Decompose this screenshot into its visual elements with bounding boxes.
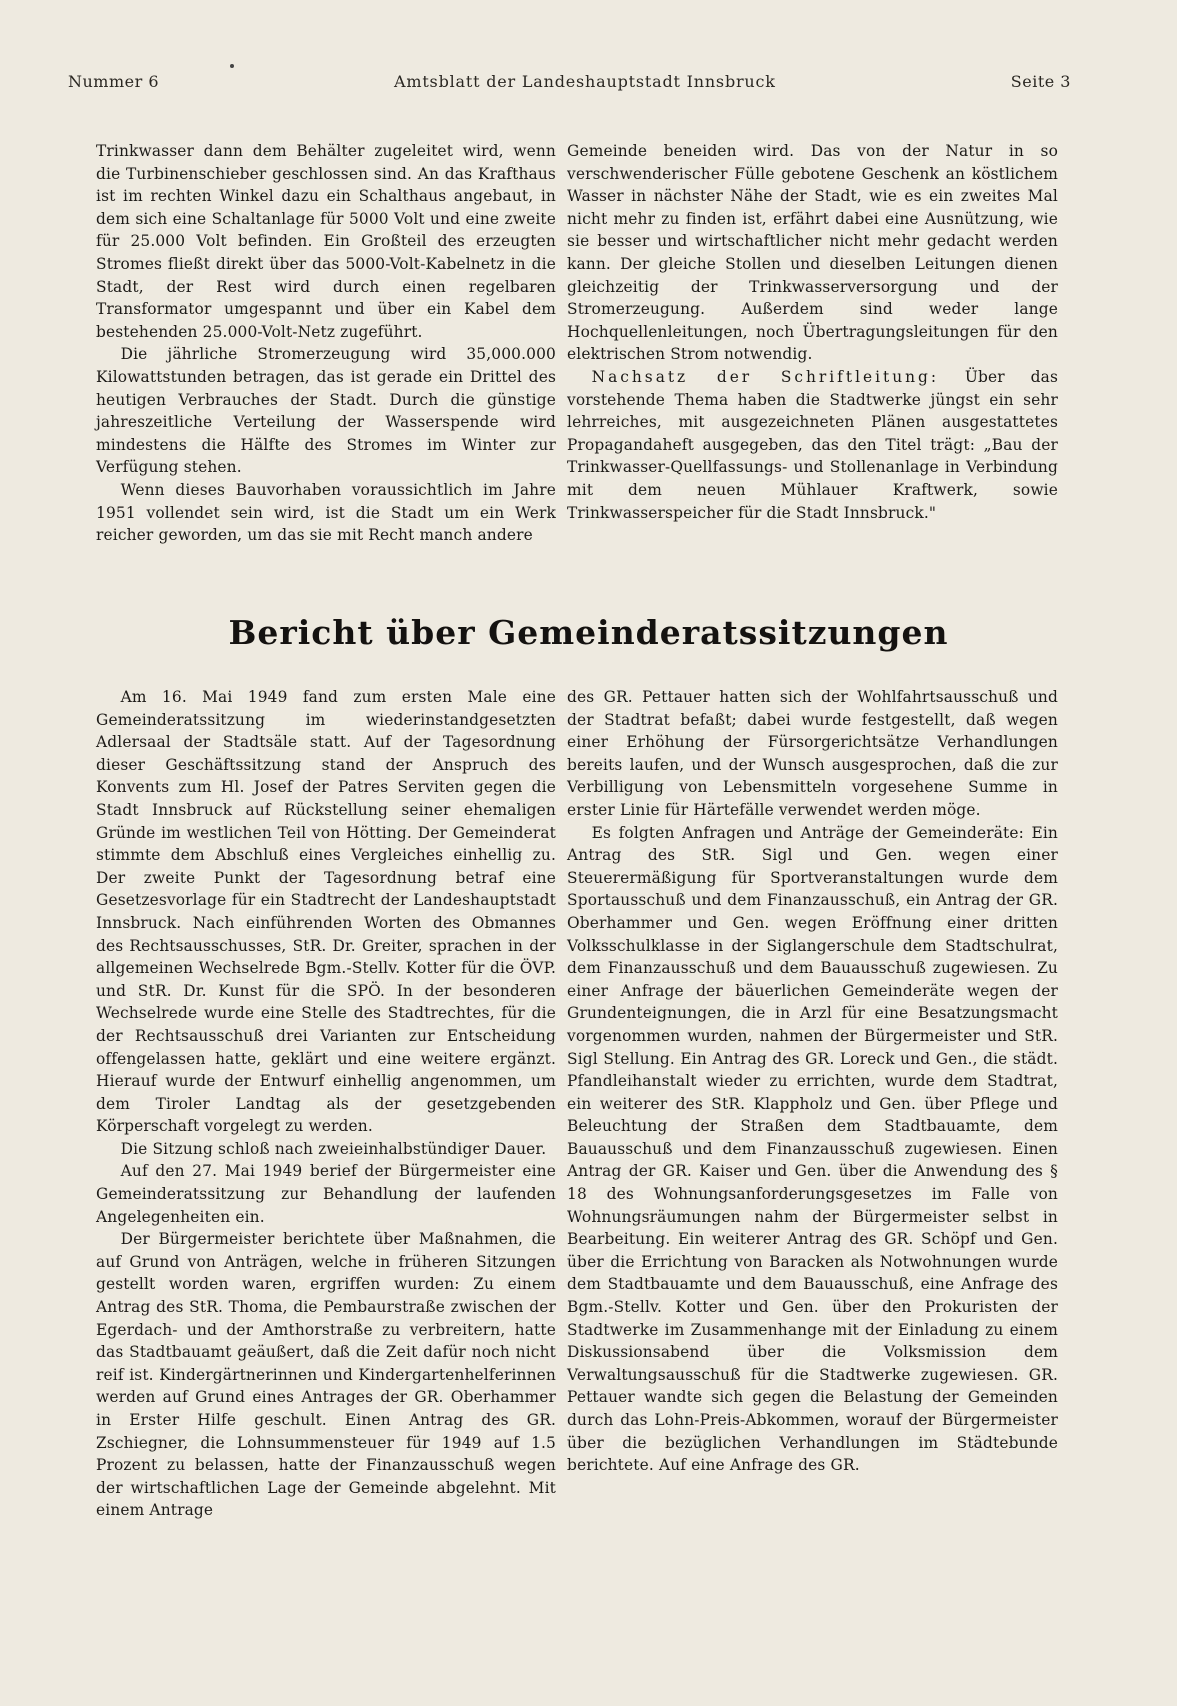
report-column-2 [567,686,1058,1477]
paragraph: des GR. Pettauer hatten sich der Wohlfahrtsausschuß und der Stadtrat befaßt; dabei wurde festgestellt, daß wegen einer Erhöhung der Fürsorgerichtsätze Verhandlungen bereits laufen, und der Wunsch ausgesprochen, daß die zur Verbilligung von Lebensmitteln vorgesehene Summe in erster Linie für Härtefälle verwendet werden möge. [567,688,1058,819]
paragraph: Am 16. Mai 1949 fand zum ersten Male eine Gemeinderatssitzung im wiederinstandgesetzten Adlersaal der Stadtsäle statt. Auf der Tagesordnung dieser Geschäftssitzung stand der Anspruch des Konvents zum Hl. Josef der Patres Serviten gegen die Stadt Innsbruck auf Rückstellung seiner ehemaligen Gründe im westlichen Teil von Hötting. Der Gemeinderat stimmte dem Abschluß eines Vergleiches einhellig zu. Der zweite Punkt der Tagesordnung betraf eine Gesetzesvorlage für ein Stadtrecht der Landeshauptstadt Innsbruck. Nach einführenden Worten des Obmannes des Rechtsausschusses, StR. Dr. Greiter, sprachen in der allgemeinen Wechselrede Bgm.-Stellv. Kotter für die ÖVP. und StR. Dr. Kunst für die SPÖ. In der besonderen Wechselrede wurde eine Stelle des Stadtrechtes, für die der Rechtsausschuß drei Varianten zur Entscheidung offengelassen hatte, geklärt und eine weitere ergänzt. Hierauf wurde der Entwurf einhellig angenommen, um dem Tiroler Landtag als der gesetzgebenden Körperschaft vorgelegt zu werden. [96,688,556,1136]
paragraph: Die jährliche Stromerzeugung wird 35,000.000 Kilowattstunden betragen, das ist gerade ein Drittel des heutigen Verbrauches der Stadt. Durch die günstige jahreszeitliche Verteilung der Wasserspende wird mindestens die Hälfte des Stromes im Winter zur Verfügung stehen. [96,345,556,477]
publication-title: Amtsblatt der Landeshauptstadt Innsbruck [394,72,776,91]
paragraph: Trinkwasser dann dem Behälter zugeleitet wird, wenn die Turbinenschieber geschlossen sind. An das Krafthaus ist im rechten Winkel dazu ein Schalthaus angebaut, in dem sich eine Schaltanlage für 5000 Volt und eine zweite für 25.000 Volt befinden. Ein Großteil des erzeugten Stromes fließt direkt über das 5000-Volt-Kabelnetz in die Stadt, der Rest wird durch einen regelbaren Transformator umgespannt und über ein Kabel dem bestehenden 25.000-Volt-Netz zugeführt. [96,142,556,341]
report-column-1 [96,686,556,1522]
editorial-note-text: Über das vorstehende Thema haben die Stadtwerke jüngst ein sehr lehrreiches, mit ausgezeichneten Plänen ausgestattetes Propagandaheft ausgegeben, das den Titel trägt: „Bau der Trinkwasser-Quellfassungs- und Stollenanlage in Verbindung mit dem neuen Mühlauer Kraftwerk, sowie Trinkwasserspeicher für die Stadt Innsbruck." [567,367,1058,522]
paragraph: Der Bürgermeister berichtete über Maßnahmen, die auf Grund von Anträgen, welche in früheren Sitzungen gestellt worden waren, ergriffen wurden: Zu einem Antrag des StR. Thoma, die Pembaurstraße zwischen der Egerdach- und der Amthorstraße zu verbreitern, hatte das Stadtbauamt geäußert, daß die Zeit dafür noch nicht reif ist. Kindergärtnerinnen und Kindergartenhelferinnen werden auf Grund eines Antrages der GR. Oberhammer in Erster Hilfe geschult. Einen Antrag des GR. Zschiegner, die Lohnsummensteuer für 1949 auf 1.5 Prozent zu belassen, hatte der Finanzausschuß wegen der wirtschaftlichen Lage der Gemeinde abgelehnt. Mit einem Antrage [96,1230,556,1520]
paragraph: Es folgten Anfragen und Anträge der Gemeinderäte: Ein Antrag des StR. Sigl und Gen. wegen einer Steuerermäßigung für Sportveranstaltungen wurde dem Sportausschuß und dem Finanzausschuß, ein Antrag der GR. Oberhammer und Gen. wegen Eröffnung einer dritten Volksschulklasse in der Siglangerschule dem Stadtschulrat, dem Finanzausschuß und dem Bauausschuß zugewiesen. Zu einer Anfrage der bäuerlichen Gemeinderäte wegen der Grundenteignungen, die in Arzl für eine Besatzungsmacht vorgenommen wurden, nahmen der Bürgermeister und StR. Sigl Stellung. Ein Antrag des GR. Loreck und Gen., die städt. Pfandleihanstalt wieder zu errichten, wurde dem Stadtrat, ein weiterer des StR. Klappholz und Gen. über Pflege und Beleuchtung der Straßen dem Stadtbauamte, dem Bauausschuß und dem Finanzausschuß zugewiesen. Einen Antrag der GR. Kaiser und Gen. über die Anwendung des § 18 des Wohnungsanforderungsgesetzes im Falle von Wohnungsräumungen nahm der Bürgermeister selbst in Bearbeitung. Ein weiterer Antrag des GR. Schöpf und Gen. über die Errichtung von Baracken als Notwohnungen wurde dem Stadtbauamte und dem Bauausschuß, eine Anfrage des Bgm.-Stellv. Kotter und Gen. über den Prokuristen der Stadtwerke im Zusammenhange mit der Einladung zu einem Diskussionsabend über die Volksmission dem Verwaltungsausschuß für die Stadtwerke zugewiesen. GR. Pettauer wandte sich gegen die Belastung der Gemeinden durch das Lohn-Preis-Abkommen, worauf der Bürgermeister über die bezüglichen Verhandlungen im Städtebunde berichtete. Auf eine Anfrage des GR. [567,823,1058,1475]
paragraph: Die Sitzung schloß nach zweieinhalbstündiger Dauer. [120,1139,547,1158]
paragraph: Wenn dieses Bauvorhaben voraussichtlich im Jahre 1951 vollendet sein wird, ist die Stadt um ein Werk reicher geworden, um das sie mit Recht manch andere [96,480,556,545]
section-headline: Bericht über Gemeinderatssitzungen [228,613,949,652]
print-speck [230,64,234,68]
article-column-1 [96,140,556,547]
paragraph: Gemeinde beneiden wird. Das von der Natur in so verschwenderischer Fülle gebotene Geschenk an köstlichem Wasser in nächster Nähe der Stadt, wie es ein zweites Mal nicht mehr zu finden ist, erfährt dabei eine Ausnützung, wie sie besser und wirtschaftlicher nicht mehr gedacht werden kann. Der gleiche Stollen und dieselben Leitungen dienen gleichzeitig der Trinkwasserversorgung und der Stromerzeugung. Außerdem sind weder lange Hochquellenleitungen, noch Übertragungsleitungen für den elektrischen Strom notwendig. [567,142,1058,364]
editorial-note [567,366,1058,524]
paragraph: Auf den 27. Mai 1949 berief der Bürgermeister eine Gemeinderatssitzung zur Behandlung der laufenden Angelegenheiten ein. [96,1162,556,1226]
page-number: Seite 3 [1010,72,1071,91]
issue-number: Nummer 6 [68,72,160,91]
article-column-2 [567,140,1058,524]
editorial-note-label: Nachsatz der Schriftleitung: [591,367,940,386]
page-header [68,72,1071,96]
